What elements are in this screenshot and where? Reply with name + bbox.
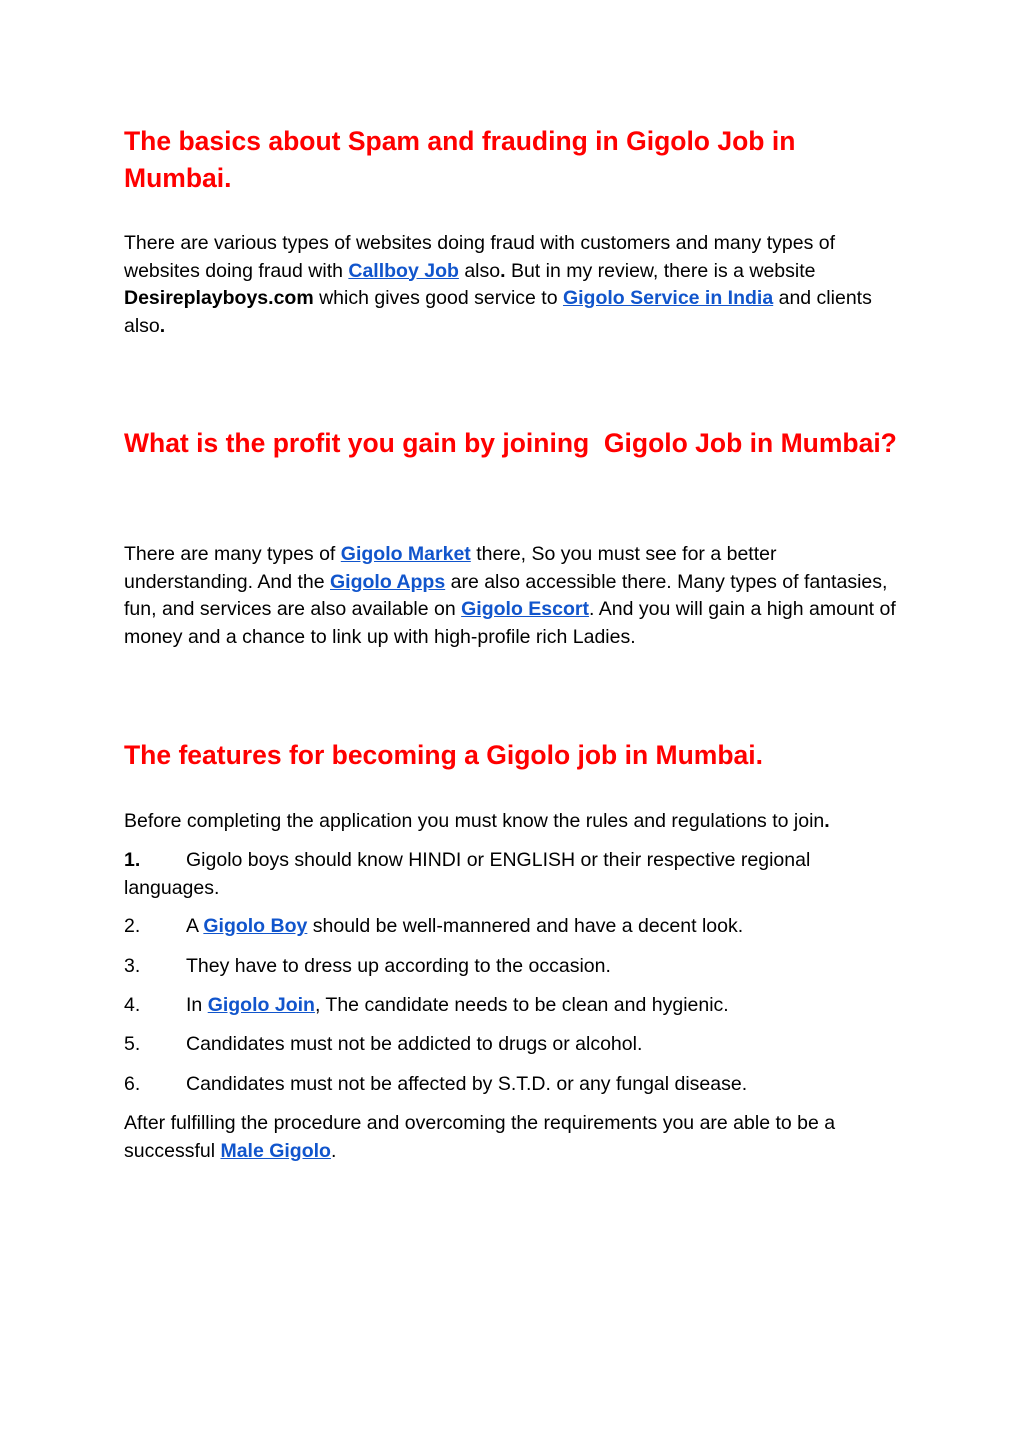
paragraph-profit: [124, 541, 904, 651]
link-callboy-job[interactable]: Callboy Job: [348, 259, 459, 282]
section-heading-profit: What is the profit you gain by joining Gigolo Job in Mumbai?: [124, 428, 897, 458]
text-run: .: [159, 314, 166, 337]
list-text: They have to dress up according to the occasion.: [186, 955, 611, 977]
list-number: 2.: [124, 915, 141, 937]
list-text: should be well-mannered and have a decent look.: [307, 915, 744, 937]
link-gigolo-market[interactable]: Gigolo Market: [340, 543, 471, 565]
list-item: [124, 992, 966, 1020]
text-run: There are various types of websites doing fraud with customers and many types of websites doing fraud with: [124, 232, 836, 282]
text-run: .: [824, 810, 830, 832]
link-gigolo-boy[interactable]: Gigolo Boy: [203, 915, 308, 937]
paragraph-spam-fraud: [124, 230, 904, 340]
list-text: Candidates must not be addicted to drugs or alcohol.: [186, 1033, 643, 1055]
list-number: 6.: [124, 1073, 141, 1095]
list-text: Candidates must not be affected by S.T.D. or any fungal disease.: [186, 1073, 748, 1095]
text-run: which gives good service to: [313, 287, 563, 309]
text-run: are also accessible there. Many types of fantasies, fun, and services are also available on: [124, 570, 888, 620]
list-item: [124, 1071, 966, 1099]
text-run: There are many types of: [124, 543, 341, 565]
text-run: .: [500, 259, 506, 282]
link-gigolo-join[interactable]: Gigolo Join: [207, 994, 315, 1016]
link-gigolo-apps[interactable]: Gigolo Apps: [330, 570, 446, 593]
list-number: 4.: [124, 994, 141, 1016]
list-text: , The candidate needs to be clean and hygienic.: [314, 994, 729, 1016]
list-number: 1.: [124, 849, 141, 871]
text-run: But in my review, there is a website: [505, 259, 816, 282]
text-run: .: [330, 1139, 337, 1162]
text-run: After fulfilling the procedure and overcoming the requirements you are able to be a successful: [124, 1112, 836, 1162]
list-item: [124, 1031, 966, 1059]
text-run: . And you will gain a high amount of money and a chance to link up with high-profile rich Ladies.: [124, 598, 896, 648]
section-heading-spam-fraud: The basics about Spam and frauding in Gigolo Job in Mumbai.: [124, 126, 796, 193]
list-number: 5.: [124, 1033, 141, 1055]
list-item: [124, 847, 904, 902]
link-gigolo-service-india[interactable]: Gigolo Service in India: [562, 287, 774, 309]
text-run: Before completing the application you must know the rules and regulations to join: [124, 810, 825, 832]
list-item: [124, 913, 966, 941]
paragraph-features-intro: [124, 808, 830, 836]
list-number: 3.: [124, 955, 141, 977]
list-item: [124, 953, 966, 981]
text-run: there, So you must see for a better understanding. And the: [124, 543, 777, 593]
list-text: In: [186, 994, 208, 1016]
list-text: Gigolo boys should know HINDI or ENGLISH or their respective regional languages.: [124, 849, 811, 899]
text-run: and clients also: [124, 287, 872, 337]
link-gigolo-escort[interactable]: Gigolo Escort: [461, 598, 589, 620]
list-text: A: [186, 915, 204, 937]
brand-name: Desireplayboys.com: [124, 287, 314, 309]
text-run: also: [458, 259, 501, 282]
link-male-gigolo[interactable]: Male Gigolo: [220, 1139, 331, 1162]
section-heading-features: The features for becoming a Gigolo job in Mumbai.: [124, 740, 763, 770]
paragraph-features-outro: [124, 1110, 904, 1165]
